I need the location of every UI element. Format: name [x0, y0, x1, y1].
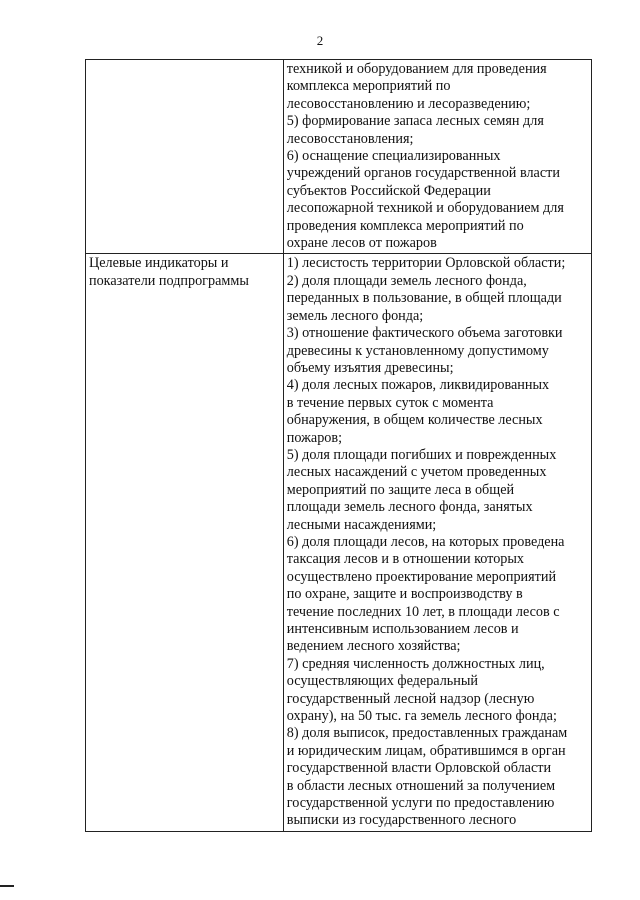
text-line: государственной услуги по предоставлению	[286, 795, 555, 812]
text-line: 7) средняя численность должностных лиц,	[286, 655, 545, 672]
text-line: 8) доля выписок, предоставленных гражданам	[286, 725, 568, 742]
text-line: 4) доля лесных пожаров, ликвидированных	[286, 377, 550, 394]
text-line: и юридическим лицам, обратившимся в орган	[286, 742, 566, 759]
text-line: таксация лесов и в отношении которых	[286, 551, 525, 568]
text-line: переданных в пользование, в общей площади	[286, 290, 562, 307]
text-line: 3) отношение фактического объема заготовки	[286, 325, 563, 342]
text-line: в течение первых суток с момента	[286, 394, 494, 411]
text-line: 5) доля площади погибших и поврежденных	[286, 446, 557, 463]
text-line: осуществляющих федеральный	[286, 673, 478, 690]
text-line: учреждений органов государственной власти	[286, 165, 560, 182]
text-line: ведением лесного хозяйства;	[286, 638, 461, 655]
text-line: охране лесов от пожаров	[286, 235, 437, 252]
row-label-cell	[86, 60, 284, 254]
table-row	[86, 254, 592, 831]
program-passport-table	[85, 59, 592, 832]
text-line: мероприятий по защите леса в общей	[286, 481, 515, 498]
row-content-cell	[283, 254, 591, 831]
text-line: интенсивным использованием лесов и	[286, 621, 519, 637]
table-row	[86, 60, 592, 254]
text-line: комплекса мероприятий по	[286, 78, 451, 95]
text-line: обнаружения, в общем количестве лесных	[286, 412, 543, 429]
text-line: техникой и оборудованием для проведения	[286, 61, 547, 77]
text-line: по охране, защите и воспроизводству в	[286, 586, 523, 603]
row-label-cell	[86, 254, 284, 831]
page-number: 2	[316, 33, 324, 48]
text-line: в области лесных отношений за получением	[286, 777, 556, 794]
text-line: показатели подпрограммы	[89, 272, 249, 289]
row-content-cell	[283, 60, 591, 254]
text-line: проведения комплекса мероприятий по	[286, 217, 524, 234]
text-line: субъектов Российской Федерации	[286, 182, 491, 199]
text-line: объему изъятия древесины;	[286, 359, 454, 376]
text-line: пожаров;	[286, 429, 343, 446]
text-line: древесины к установленному допустимому	[286, 342, 549, 359]
text-line: течение последних 10 лет, в площади лесов с	[286, 603, 560, 620]
text-line: 6) доля площади лесов, на которых проведена	[286, 533, 565, 550]
text-line: лесными насаждениями;	[286, 516, 437, 533]
text-line: лесных насаждений с учетом проведенных	[286, 464, 547, 481]
text-line: 1) лесистость территории Орловской области;	[286, 255, 566, 272]
text-line: лесопожарной техникой и оборудованием для	[286, 200, 564, 217]
text-line: площади земель лесного фонда, занятых	[286, 499, 533, 516]
text-line: земель лесного фонда;	[286, 307, 424, 324]
text-line: 5) формирование запаса лесных семян для	[286, 113, 544, 130]
text-line: лесовосстановлению и лесоразведению;	[286, 95, 531, 112]
text-line: государственной власти Орловской области	[286, 760, 552, 777]
margin-mark	[0, 885, 14, 887]
text-line: государственный лесной надзор (лесную	[286, 690, 535, 707]
text-line: охрану), на 50 тыс. га земель лесного фонда;	[286, 708, 557, 725]
text-line: осуществлено проектирование мероприятий	[286, 568, 557, 585]
text-line: лесовосстановления;	[286, 130, 414, 147]
text-line: 6) оснащение специализированных	[286, 148, 501, 165]
text-line: выписки из государственного лесного	[286, 812, 517, 829]
text-line: 2) доля площади земель лесного фонда,	[286, 272, 527, 289]
text-line: Целевые индикаторы и	[89, 255, 229, 272]
